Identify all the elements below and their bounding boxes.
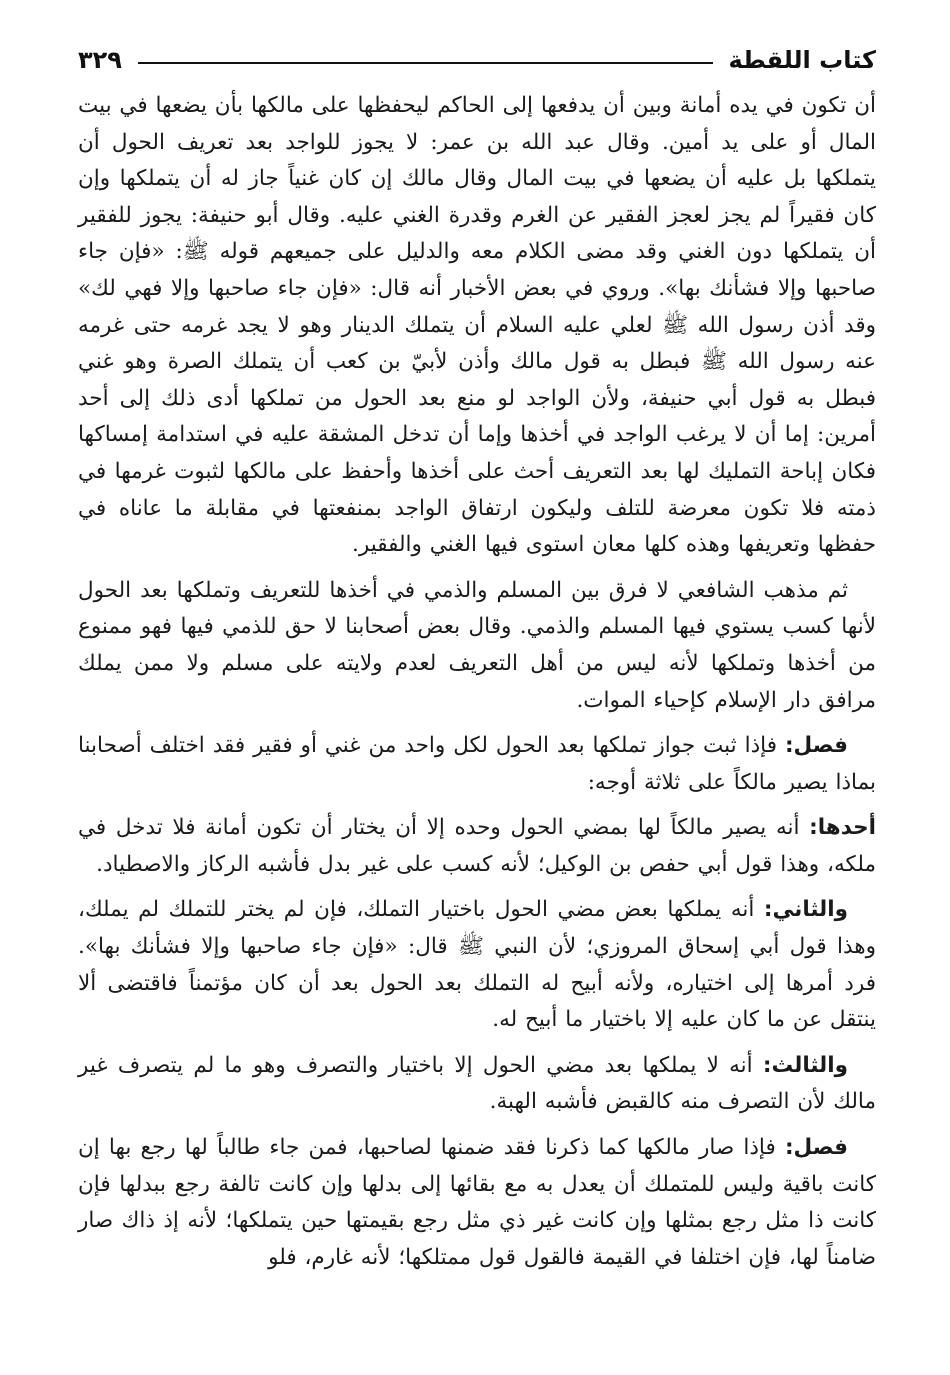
text-body <box>78 88 876 1276</box>
section-lead: فصل: <box>784 1135 848 1161</box>
section-lead: والثاني: <box>763 897 848 923</box>
section-lead: فصل: <box>784 733 848 759</box>
running-header <box>78 38 876 82</box>
paragraph-text: ثم مذهب الشافعي لا فرق بين المسلم والذمي في أخذها للتعريف وتملكها بعد الحول لأنها كسب يستوي فيها المسلم والذمي. وقال بعض أصحابنا لا حق للذمي فيها فهو ممنوع من أخذها وتملكها لأنه ليس من أهل التعريف لعدم ولايته على مسلم ولا ممن يملك مرافق دار الإسلام كإحياء الموات. <box>78 577 876 713</box>
paragraph-text: أنه يصير مالكاً لها بمضي الحول وحده إلا أن يختار أن تكون أمانة فلا تدخل في ملكه، وهذا قول أبي حفص بن الوكيل؛ لأنه كسب على غير بدل فأشبه الركاز والاصطياد. <box>78 815 876 877</box>
paragraph-text: أنه يملكها بعض مضي الحول باختيار التملك، فإن لم يختر للتملك لم يملك، وهذا قول أبي إسحاق المروزي؛ لأن النبي ﷺ قال: «فإن جاء صاحبها وإلا فشأنك بها». فرد أمرها إلى اختياره، ولأنه أبيح له التملك بعد الحول بعد أن كان مؤتمناً فاقتضى ألا ينتقل عن ما كان عليه إلا باختيار ما أبيح له. <box>78 897 876 1033</box>
opinion-third <box>78 1048 876 1121</box>
paragraph-text: أنه لا يملكها بعد مضي الحول إلا باختيار والتصرف وهو ما لم يتصرف غير مالك لأن التصرف منه كالقبض فأشبه الهبة. <box>78 1052 876 1115</box>
section-lead: والثالث: <box>762 1052 848 1078</box>
paragraph-text: أن تكون في يده أمانة وبين أن يدفعها إلى الحاكم ليحفظها على مالكها بأن يضعها في بيت المال أو على يد أمين. وقال عبد الله بن عمر: لا يجوز للواجد بعد تعريف الحول أن يتملكها بل عليه أن يضعها في بيت المال وقال مالك إن كان غنياً جاز له أن يتملكها وإن كان فقيراً لم يجز لعجز الفقير عن الغرم وقدرة الغني عليه. وقال أبو حنيفة: يجوز للفقير أن يتملكها دون الغني وقد مضى الكلام معه والدليل على جميعهم قوله ﷺ: «فإن جاء صاحبها وإلا فشأنك بها». وروي في بعض الأخبار أنه قال: «فإن جاء صاحبها وإلا فهي لك» وقد أذن رسول الله ﷺ لعلي عليه السلام أن يتملك الدينار وهو لا يجد غرمه حتى غرمه عنه رسول الله ﷺ فبطل به قول مالك وأذن لأبيّ بن كعب أن يتملك الصرة وهو غني فبطل به قول أبي حنيفة، ولأن الواجد لو منع بعد الحول من تملكها أدى ذلك إلى أحد أمرين: إما أن لا يرغب الواجد في أخذها وإما أن تدخل المشقة عليه في استدامة إمساكها فكان إباحة التمليك لها بعد التعريف أحث على أخذها وأحفظ على مالكها لثبوت غرمها في ذمته فلا تكون معرضة للتلف وليكون ارتفاق الواجد بمنفعتها في مقابلة ما عاناه في حفظها وتعريفها وهذه كلها معان استوى فيها الغني والفقير. <box>78 93 876 558</box>
chapter-title: كتاب اللقطة <box>728 46 876 74</box>
paragraph-2 <box>78 573 876 719</box>
page-number: ٣٢٩ <box>78 46 122 74</box>
opinion-second <box>78 892 876 1038</box>
book-page <box>78 38 876 1285</box>
opinion-first <box>78 810 876 883</box>
section-fasl-2 <box>78 1130 876 1276</box>
paragraph-text: فإذا ثبت جواز تملكها بعد الحول لكل واحد من غني أو فقير فقد اختلف أصحابنا بماذا يصير مالكاً على ثلاثة أوجه: <box>78 733 876 795</box>
section-lead: أحدها: <box>809 815 877 841</box>
paragraph-text: فإذا صار مالكها كما ذكرنا فقد ضمنها لصاحبها، فمن جاء طالباً لها رجع بها إن كانت باقية وليس للمتملك أن يعدل به مع بقائها إلى بدلها وإن كانت تالفة رجع ببدلها فإن كانت ذا مثل رجع بمثلها وإن كانت غير ذي مثل رجع بقيمتها حين يتملكها؛ لأنه إذ ذاك صار ضامناً لها، فإن اختلفا في القيمة فالقول قول ممتلكها؛ لأنه غارم، فلو <box>78 1135 876 1270</box>
paragraph-1 <box>78 88 876 564</box>
section-fasl-1 <box>78 728 876 801</box>
header-rule <box>138 62 713 64</box>
